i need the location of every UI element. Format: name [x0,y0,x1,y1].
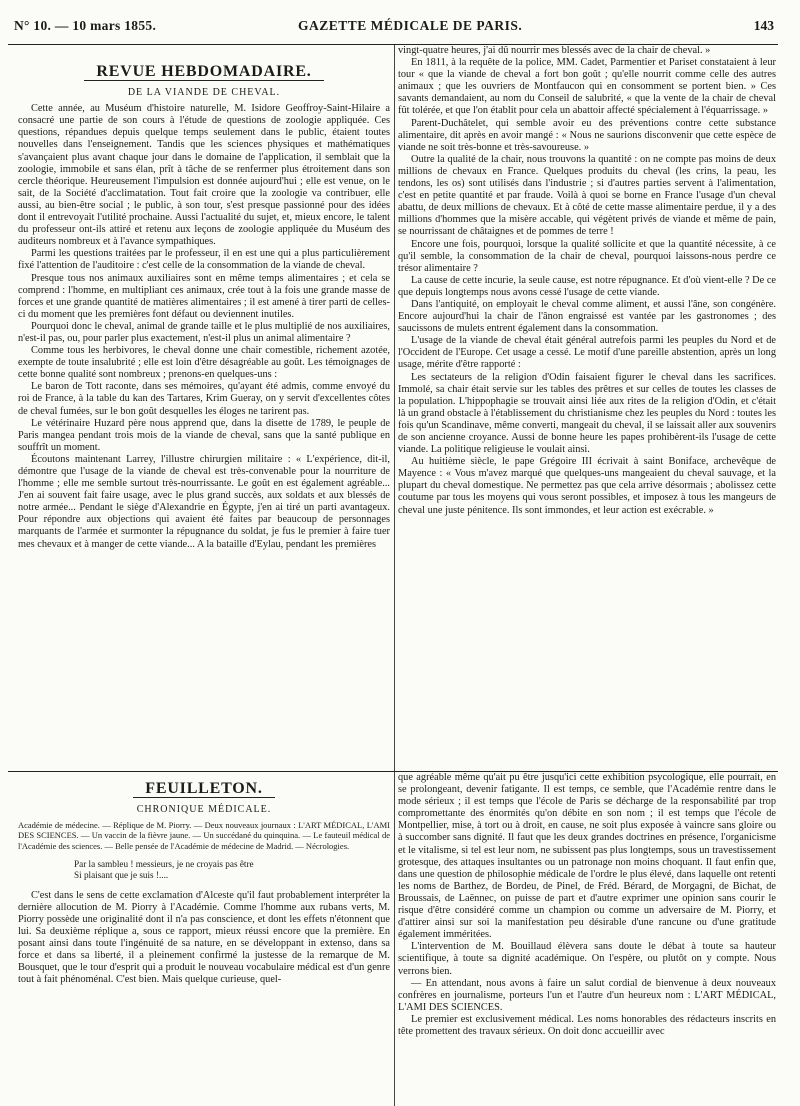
feuilleton-subtitle: CHRONIQUE MÉDICALE. [136,804,272,816]
revue-right-column [398,45,776,769]
column-divider-top [394,45,395,771]
epigraph-line: Si plaisant que je suis !.... [74,869,169,880]
revue-paragraph: Cette année, au Muséum d'histoire naturelle, M. Isidore Geoffroy-Saint-Hilaire a consacré une partie de son cours à l'étude de questions de zoologie appliquée. Ces questions, répandues depuis quelque temps seulement dans le public, étaient toutes nouvelles dans l'enseignement. Tandis que les sciences physiques et mathématiques s'avançaient plus avant chaque jour dans le domaine de l'application, il semblait que la zoologie, immobile et sans élan, prît à tâche de se renfermer plus étroitement dans son cercle théorique. Heureusement l'impulsion est donnée aujourd'hui ; elle est venue, on le sait, de la Société d'acclimatation. Tout fait croire que la zoologie va contribuer, elle aussi, au bien-être social ; le public, à son tour, s'est presque passionné pour des idées dont il entrevoyait l'utilité prochaine. Aussi l'actualité du sujet, et, mieux encore, le talent du professeur ont-ils attiré et retenu aux leçons de zoologie appliquée du Muséum des auditeurs nombreux et à l'avance sympathiques. [18,103,390,248]
feuilleton-summary: Académie de médecine. — Réplique de M. Piorry. — Deux nouveaux journaux : L'ART MÉDICAL, L'AMI DES SCIENCES. — Un vaccin de la fièvre jaune. — Un succédané du quinquina. — Le fauteuil médical de l'Académie des sciences. — Belle pensée de l'Académie de médecine de Madrid. — Nécrologies. [18,820,390,851]
feuilleton-paragraph: L'intervention de M. Bouillaud élèvera sans doute le débat à toute sa hauteur scientifique, à toute sa dignité académique. On l'espère, ou plutôt on y compte. Nous verrons bien. [398,941,776,977]
revue-paragraph: Parmi les questions traitées par le professeur, il en est une qui a plus particulièrement fixé l'attention de l'auditoire : c'est celle de la consommation de la viande de cheval. [18,248,390,272]
page-number: 143 [753,18,774,33]
issue-date: N° 10. — 10 mars 1855. [14,18,157,33]
revue-paragraph: vingt-quatre heures, j'ai dû nourrir mes blessés avec de la chair de cheval. » [398,45,711,56]
feuilleton-title: FEUILLETON. [18,783,390,798]
revue-paragraph: En 1811, à la requête de la police, MM. Cadet, Parmentier et Pariset constataient à leur tour « que la viande de cheval a fort bon goût ; qu'elle nourrit comme celle des autres animaux ; que les ouvriers de Montfaucon qui en consomment se portent bien. » Ces savants demandaient, au nom du Conseil de salubrité, « que la vente de la chair de cheval fût tolérée, et que l'on établit pour cela un abattoir affecté spécialement à l'équarrissage. » [398,57,776,117]
revue-paragraph: Le vétérinaire Huzard père nous apprend que, dans la disette de 1789, le peuple de Paris mangea pendant trois mois de la viande de cheval, sans que la santé publique en souffrît un moment. [18,417,390,453]
revue-title: REVUE HEBDOMADAIRE. [18,66,390,81]
revue-paragraph: L'usage de la viande de cheval était général autrefois parmi les peuples du Nord et de l'Occident de l'Europe. Cet usage a cessé. Le motif d'une pareille abstention, après un long usage, mérite d'être rapporté : [398,335,776,371]
revue-paragraph: La cause de cette incurie, la seule cause, est notre répugnance. Et d'où vient-elle ? De ce que depuis longtemps nous avons cessé l'usage de cette viande. [398,274,776,298]
revue-paragraph: Écoutons maintenant Larrey, l'illustre chirurgien militaire : « L'expérience, dit-il, démontre que l'usage de la viande de cheval est très-convenable pour la nourriture de l'homme ; elle me semble surtout très-nourrissante. Le goût en est également agréable... J'en ai souvent fait faire usage, avec le plus grand succès, aux soldats et aux blessés de notre armée... Pendant le siège d'Alexandrie en Égypte, j'en ai tiré un parti avantageux. Pour répondre aux objections qui avaient été faites par beaucoup de personnages marquants de l'armée et surmonter la répugnance du soldat, je fus le premier à faire tuer mes chevaux et à manger de cette viande... A la bataille d'Eylau, pendant les premières [18,453,390,550]
revue-paragraph: Comme tous les herbivores, le cheval donne une chair comestible, richement azotée, exempte de toute insalubrité ; elle est loin d'être désagréable au goût. Les témoignages de cette bonne qualité sont nombreux ; prenons-en quelques-uns : [18,345,390,381]
journal-title: GAZETTE MÉDICALE DE PARIS. [298,18,523,33]
revue-paragraph: Au huitième siècle, le pape Grégoire III écrivait à saint Boniface, archevêque de Mayence : « Vous m'avez marqué que quelques-uns mangeaient du cheval sauvage, et la plupart du cheval domestique. Ne permettez pas que cela arrive désormais ; abolissez cette coutume par tous les moyens qui vous seront possibles, et imposez à tous les mangeurs de cheval une juste pénitence. Ils sont immondes, et leur action est exécrable. » [398,456,776,516]
column-divider-bottom [394,772,395,1106]
feuilleton-right-column [398,772,776,1104]
feuilleton-paragraph: Le premier est exclusivement médical. Les noms honorables des rédacteurs inscrits en tête promettent des travaux sérieux. On doit donc accueillir avec [398,1013,776,1037]
revue-subtitle: DE LA VIANDE DE CHEVAL. [127,87,281,99]
revue-paragraph: Presque tous nos animaux auxiliaires sont en même temps alimentaires ; et cela se comprend : l'homme, en multipliant ces animaux, crée tout à la fois une grande masse de forces et une grande quantité de matières alimentaires ; il est amené à tirer parti de celles-ci du moment que les premières font défaut ou deviennent inutiles. [18,272,390,320]
page-header [8,18,774,44]
revue-left-column [18,56,390,768]
revue-paragraph: Pourquoi donc le cheval, animal de grande taille et le plus multiplié de nos auxiliaires, n'est-il pas, ou, pour parler plus exactement, n'est-il plus un animal alimentaire ? [18,320,390,344]
revue-paragraph: Les sectateurs de la religion d'Odin faisaient figurer le cheval dans les sacrifices. Immolé, sa chair était servie sur les tables des prêtres et sur celles de toutes les classes de la population. L'hippophagie se trouvait ainsi liée aux rites de la religion d'Odin, et c'était là un grand obstacle à l'établissement du christianisme chez les peuples du Nord : toutes les fois qu'un Scandinave, même converti, mangeait du cheval, il se laissait aller aux souvenirs de son ancienne croyance. Aussi de bonne heure les papes prohibèrent-ils l'usage de cette viande. La politique religieuse le voulait ainsi. [398,371,776,456]
epigraph-line: Par la sambleu ! messieurs, je ne croyais pas être [74,858,254,869]
epigraph [74,859,390,881]
feuilleton-paragraph: que agréable même qu'ait pu être jusqu'ici cette exhibition psycologique, elle pourrait, en se prolongeant, devenir fatigante. Il est temps, ce semble, que l'Académie rentre dans le mode sérieux ; il est temps que l'école de Paris se décharge de la responsabilité par trop compromettante des énormités qu'on débite en son nom ; il est temps que l'école de Montpellier, mise, à tort ou à droit, en cause, ne soit plus exposée à vaincre sans gloire ou à succomber sans dignité. Il faut que les deux grandes doctrines en présence, l'organicisme et le vitalisme, si tel est leur nom, ne subissent pas plus longtemps, sous un travestissement grotesque, des attaques insultantes ou un patronage non moins choquant. Il faut enfin que, dans une question de philosophie médicale de l'ordre le plus élevé, dans laquelle ont retenti les noms de Barthez, de Bordeu, de Pinel, de Fréd. Bérard, de Morgagni, de Bichat, de Broussais, de Laënnec, on puisse de part et d'autre exprimer une opinion sans courir le risque d'être considéré comme un champion ou comme un adversaire de M. Piorry, et d'attirer ainsi sur soi la manifestation peu désirable d'une rancune ou d'une gratitude également imméritées. [398,772,776,941]
revue-paragraph: Dans l'antiquité, on employait le cheval comme aliment, et aussi l'âne, son congénère. Encore aujourd'hui la chair de l'ânon engraissé est vantée par les gastronomes ; des saucissons de mulets entrent également dans la consommation. [398,298,776,335]
revue-paragraph: Parent-Duchâtelet, qui semble avoir eu des préventions contre cette substance alimentaire, dit après en avoir mangé : « Nous ne saurions disconvenir que cette espèce de viande ne soit très-bonne et très-savoureuse. » [398,117,776,153]
feuilleton-paragraph: — En attendant, nous avons à faire un salut cordial de bienvenue à deux nouveaux confrères en journalisme, porteurs l'un et l'autre d'un heureux nom : L'ART MÉDICAL, L'AMI DES SCIENCES. [398,977,776,1013]
feuilleton-paragraph: C'est dans le sens de cette exclamation d'Alceste qu'il faut probablement interpréter la dernière allocution de M. Piorry à l'Académie. Comme l'homme aux rubans verts, M. Piorry possède une originalité dont il n'a pas conscience, et dont les effets n'étonnent que lui. Sa deuxième réplique a, sous ce rapport, mieux réussi encore que la première. En posant ainsi dans toute l'ingénuité de sa nature, en se développant in extenso, dans sa force et dans sa liberté, il a pleinement confirmé la justesse de la remarque de M. Bousquet, que le tour d'esprit qui a produit le nouveau vocabulaire médical est d'un genre tout à fait phénoménal. C'est bien. Mais quelque curieuse, quel- [18,889,390,986]
revue-paragraph: Encore une fois, pourquoi, lorsque la qualité sollicite et que la quantité nécessite, à ce qu'il semble, la consommation de la chair de cheval, pourquoi laissons-nous perdre ce trésor alimentaire ? [398,238,776,274]
revue-paragraph: Le baron de Tott raconte, dans ses mémoires, qu'ayant été admis, comme envoyé du roi de France, à la table du kan des Tartares, Krim Gueray, on y servit d'excellentes côtes de cheval fumées, sur le bon goût desquelles les éloges ne tarirent pas. [18,381,390,417]
feuilleton-left-column [18,773,390,1103]
revue-paragraph: Outre la qualité de la chair, nous trouvons la quantité : on ne compte pas moins de deux millions de chevaux en France. Quelques produits du cheval (les crins, la peau, les tendons, les os) sont utilisés dans l'industrie ; si d'autres parties servent à l'alimentation, c'est en petite quantité et par fraude. Voilà à quoi se borne en France l'usage d'un cheval abattu, de deux millions de chevaux. Et à côté de cette masse alimentaire perdue, il y a des millions d'hommes que la misère accable, qui végètent privés de viande et même de pain, se nourrissant de châtaignes et de pommes de terre ! [398,153,776,238]
